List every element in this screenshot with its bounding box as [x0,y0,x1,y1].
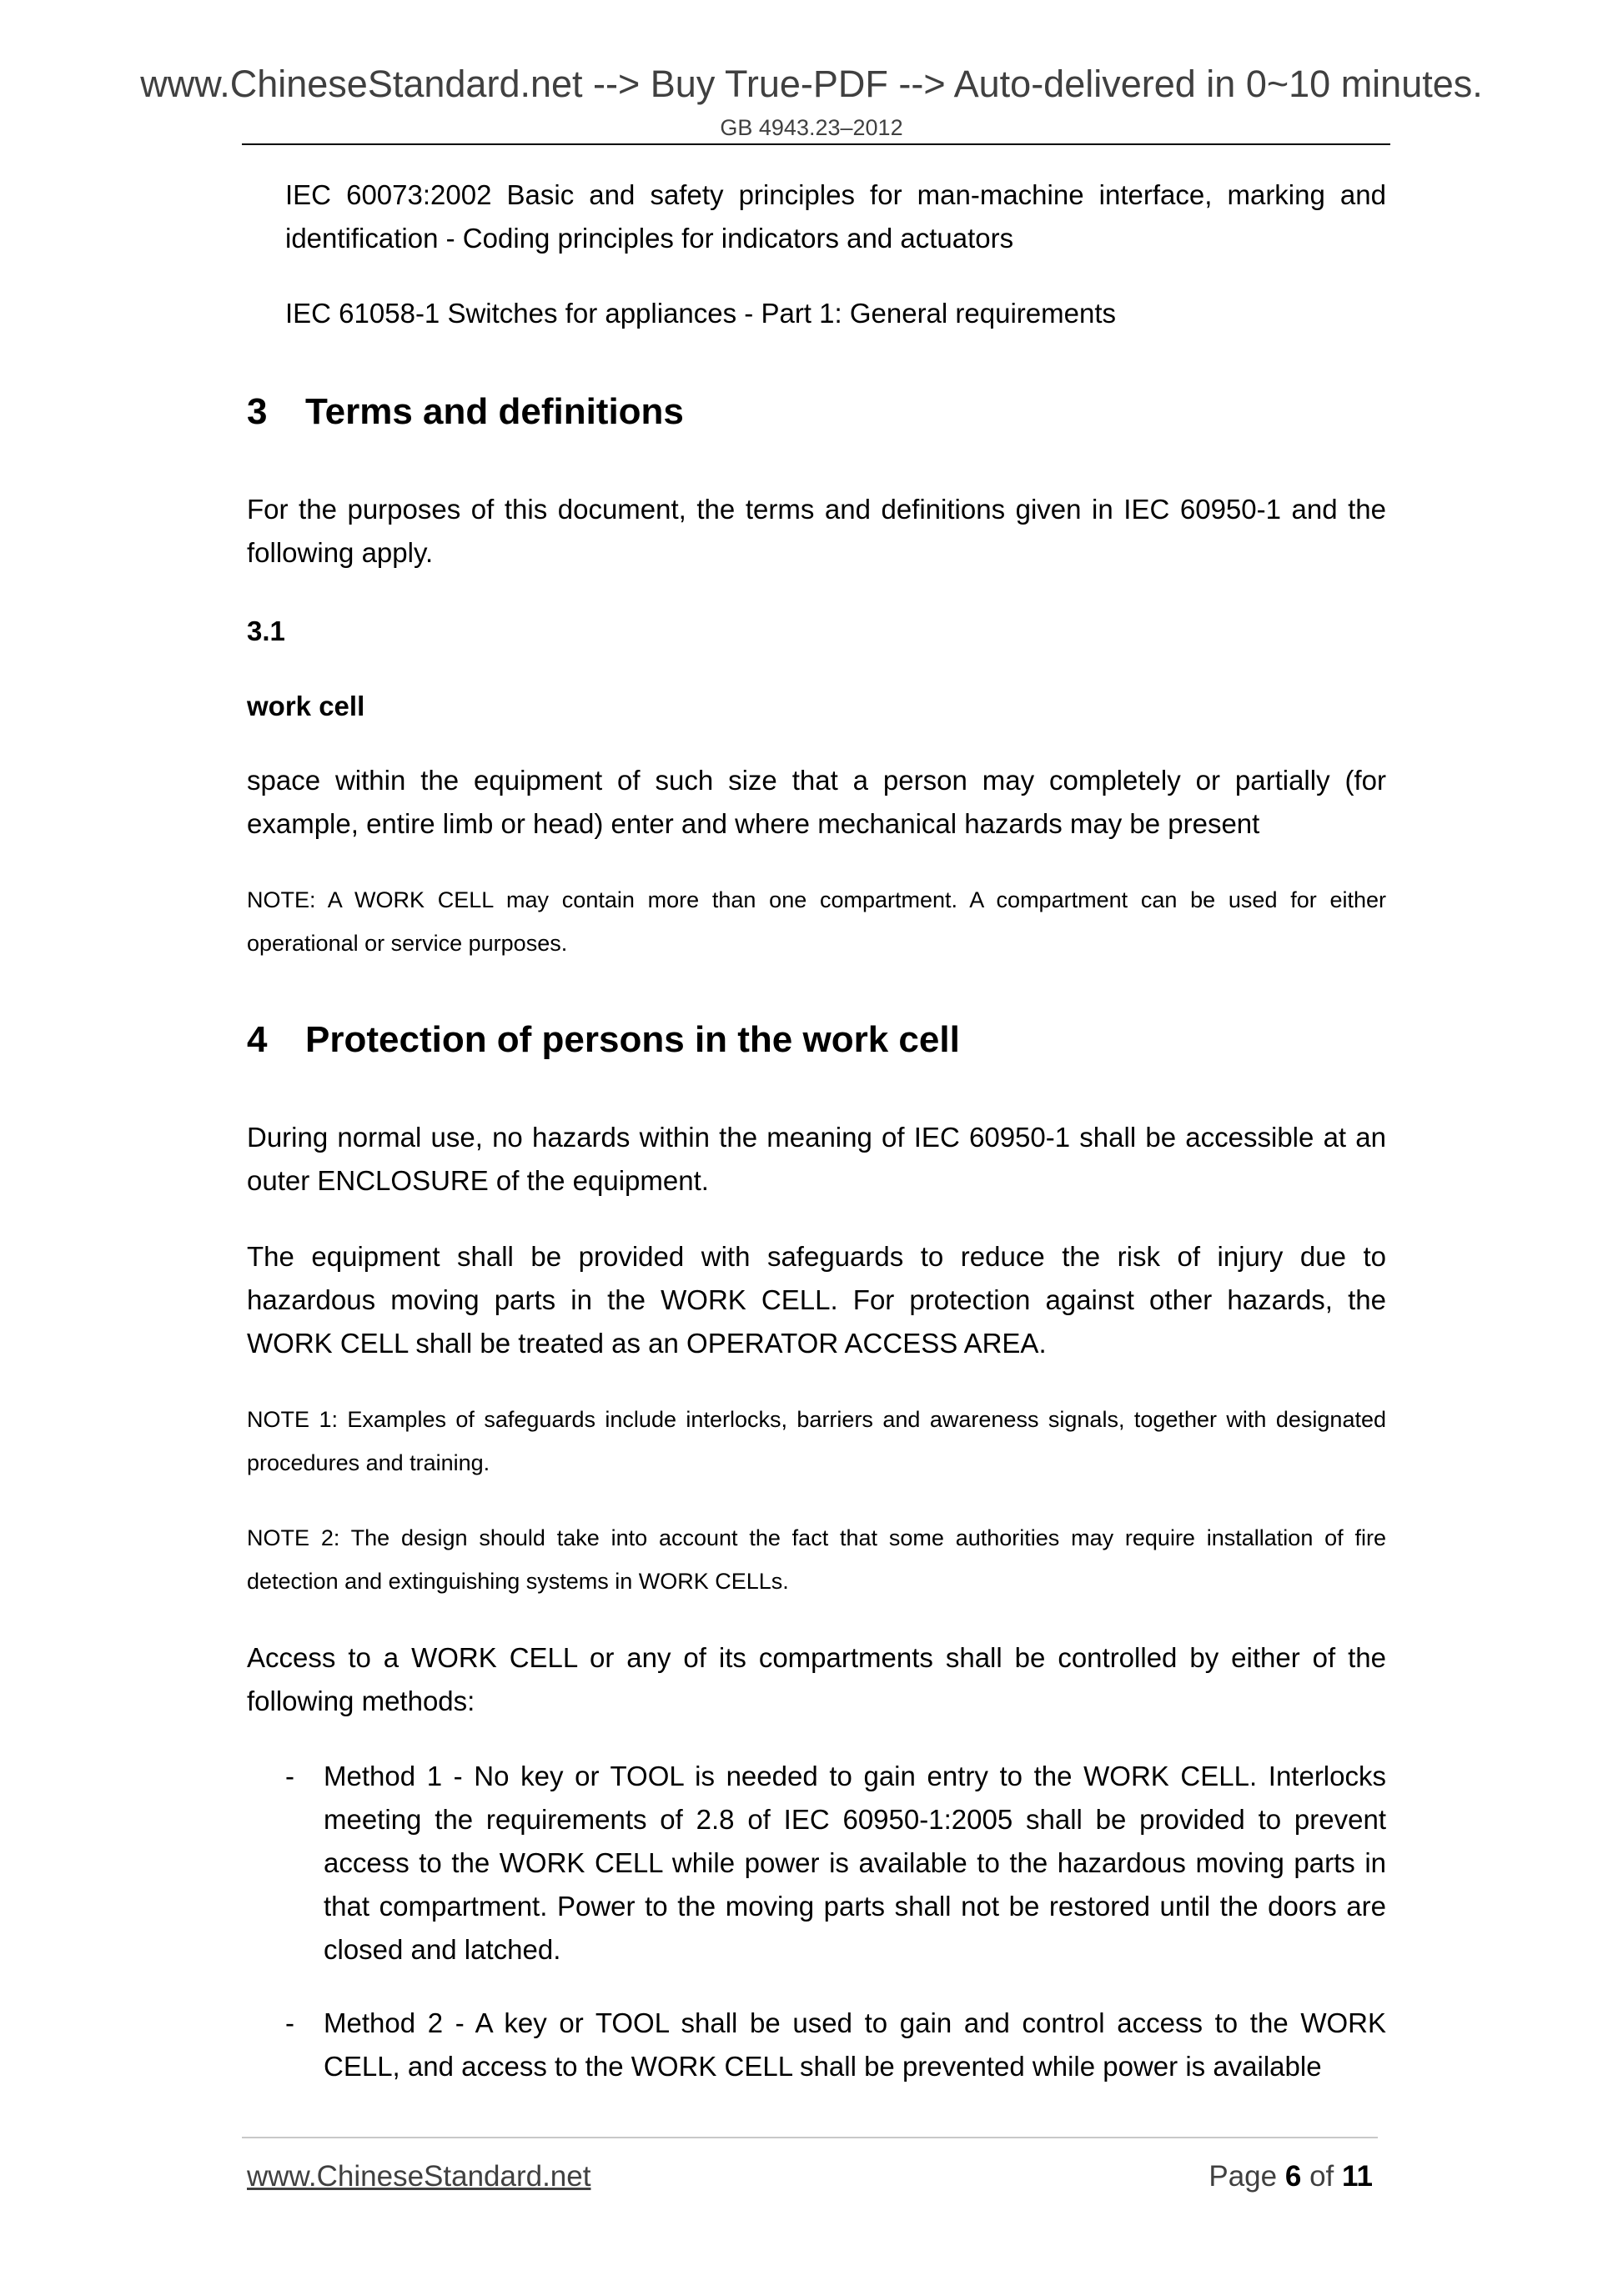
term-note [247,878,1386,965]
section-3-intro [247,488,1386,575]
page-number [1208,2162,1373,2191]
reference-text: IEC 61058-1 Switches for appliances - Part 1: General requirements [285,298,1116,329]
footer-divider [242,2137,1378,2138]
header-divider [242,143,1390,145]
page-of: of [1309,2160,1334,2193]
term-number-text: 3.1 [247,615,285,646]
list-item-text: Method 2 - A key or TOOL shall be used to gain and control access to the WORK CELL, and access to the WORK CELL shall be prevented while power is available [324,2007,1386,2082]
reference-iec-60073 [285,173,1386,260]
section-number: 4 [247,1019,268,1060]
section-4-heading [247,1019,1386,1060]
reference-iec-61058 [285,292,1386,335]
section-4-paragraph-2 [247,1235,1386,1365]
paragraph: The equipment shall be provided with safeguards to reduce the risk of injury due to hazardous moving parts in the WORK CELL. For protection against other hazards, the WORK CELL shall be treated as an OPERATOR ACCESS AREA. [247,1241,1386,1359]
section-number: 3 [247,391,268,432]
term-title [247,692,1386,720]
site-banner[interactable]: www.ChineseStandard.net --> Buy True-PDF --> Auto-delivered in 0~10 minutes. [140,63,1483,105]
list-item-text: Method 1 - No key or TOOL is needed to gain entry to the WORK CELL. Interlocks meeting the requirements of 2.8 of IEC 60950-1:2005 shall be provided to prevent access to the WORK CELL while power is available to the hazardous moving parts in that compartment. Power to the moving parts shall not be restored until the doors are closed and latched. [324,1761,1386,1965]
list-bullet: - [285,2007,294,2038]
footer-link[interactable]: www.ChineseStandard.net [247,2160,591,2193]
standard-number: GB 4943.23–2012 [720,115,903,140]
section-title: Terms and definitions [305,391,684,432]
page-current: 6 [1284,2160,1302,2193]
paragraph: space within the equipment of such size that a person may completely or partially (for example, entire limb or head) enter and where mechanical hazards may be present [247,765,1386,839]
page-label: Page [1208,2160,1278,2193]
list-item [285,1755,1386,1972]
note-text: NOTE 1: Examples of safeguards include interlocks, barriers and awareness signals, together with designated procedures and training. [247,1407,1386,1475]
term-title-text: work cell [247,691,365,721]
term-definition [247,759,1386,846]
list-item [285,2002,1386,2088]
section-4-paragraph-3 [247,1636,1386,1723]
section-title: Protection of persons in the work cell [305,1019,960,1060]
note-text: NOTE: A WORK CELL may contain more than one compartment. A compartment can be used for either operational or service purposes. [247,887,1386,956]
paragraph: For the purposes of this document, the terms and definitions given in IEC 60950-1 and the following apply. [247,494,1386,568]
page-total: 11 [1342,2160,1373,2193]
paragraph: During normal use, no hazards within the meaning of IEC 60950-1 shall be accessible at an outer ENCLOSURE of the equipment. [247,1122,1386,1196]
section-4-paragraph-1 [247,1116,1386,1203]
term-number [247,617,1386,645]
section-4-note-2 [247,1516,1386,1603]
section-3-heading [247,391,1386,432]
note-text: NOTE 2: The design should take into account the fact that some authorities may require installation of fire detection and extinguishing systems in WORK CELLs. [247,1525,1386,1594]
list-bullet: - [285,1761,294,1791]
paragraph: Access to a WORK CELL or any of its compartments shall be controlled by either of the following methods: [247,1642,1386,1716]
reference-text: IEC 60073:2002 Basic and safety principles for man-machine interface, marking and identification - Coding principles for indicators and actuators [285,179,1386,254]
section-4-note-1 [247,1398,1386,1485]
